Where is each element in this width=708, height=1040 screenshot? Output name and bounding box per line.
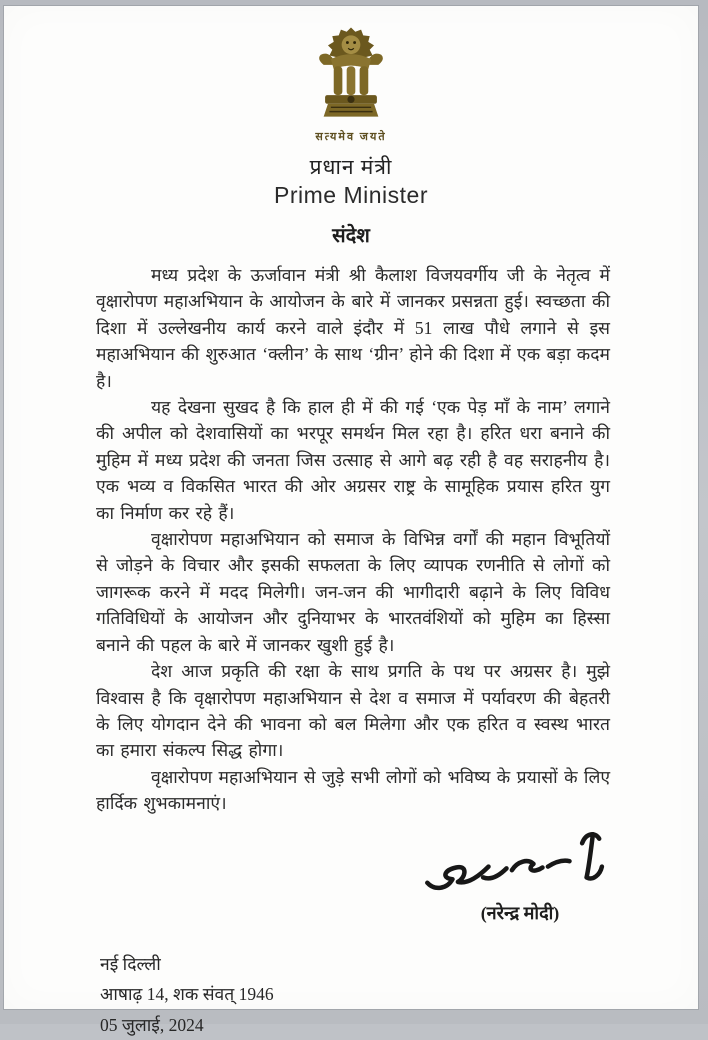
body-paragraph: देश आज प्रकृति की रक्षा के साथ प्रगति के पथ पर अग्रसर है। मुझे विश्वास है कि वृक्षारोपण महाअभियान से देश व समाज में पर्यावरण की बेहतरी के लिए योगदान देने की भावना को बल मिलेगा और एक हरित व स्वस्थ भारत का हमारा संकल्प सिद्ध होगा। xyxy=(96,661,610,761)
signatory-name: (नरेन्द्र मोदी) xyxy=(480,902,560,923)
place: नई दिल्ली xyxy=(100,953,161,974)
body-paragraph: मध्य प्रदेश के ऊर्जावान मंत्री श्री कैलाश विजयवर्गीय जी के नेतृत्व में वृक्षारोपण महाअभियान के आयोजन के बारे में जानकर प्रसन्नता हुई। स्वच्छता की दिशा में उल्लेखनीय कार्य करने वाले इंदौर में 51 लाख पौधे लगाने से इस महाअभियान की शुरुआत ‘क्लीन’ के साथ ‘ग्रीन’ होने की दिशा में एक बड़ा कदम है। xyxy=(96,265,610,391)
signature-scrawl xyxy=(405,827,635,899)
signature-block xyxy=(390,827,650,925)
letter-body xyxy=(4,262,698,817)
letter-subject: संदेश xyxy=(332,225,370,247)
body-paragraph: वृक्षारोपण महाअभियान से जुड़े सभी लोगों को भविष्य के प्रयासों के लिए हार्दिक शुभकामनाएं। xyxy=(96,766,610,814)
date-gregorian: 05 जुलाई, 2024 xyxy=(100,1014,204,1035)
title-hindi: प्रधान मंत्री xyxy=(309,155,393,179)
ashoka-emblem-icon xyxy=(315,26,387,121)
letterhead xyxy=(4,6,698,248)
body-paragraph: यह देखना सुखद है कि हाल ही में की गई ‘एक पेड़ माँ के नाम’ लगाने की अपील को देशवासियों का भरपूर समर्थन मिल रहा है। हरित धरा बनाने की मुहिम में मध्य प्रदेश की जनता जिस उत्साह से आगे बढ़ रही है वह सराहनीय है। एक भव्य व विकसित भारत की ओर अग्रसर राष्ट्र के सामूहिक प्रयास हरित युग का निर्माण कर रहे हैं। xyxy=(96,397,610,523)
body-paragraph: वृक्षारोपण महाअभियान को समाज के विभिन्न वर्गों की महान विभूतियों से जोड़ने के विचार और इसकी सफलता के लिए व्यापक रणनीति से लोगों को जागरूक करने में मदद मिलेगी। जन-जन की भागीदारी बढ़ाने के लिए विविध गतिविधियों के आयोजन और दुनियाभर के भारतवंशियों को मुहिम का हिस्सा बनाने की पहल के बारे में जानकर खुशी हुई है। xyxy=(96,529,610,655)
emblem-motto: सत्यमेव जयते xyxy=(315,131,387,143)
date-saka: आषाढ़ 14, शक संवत् 1946 xyxy=(100,984,274,1005)
date-place-block xyxy=(4,949,698,1040)
letter-page xyxy=(4,6,698,1035)
title-english: Prime Minister xyxy=(274,182,428,208)
